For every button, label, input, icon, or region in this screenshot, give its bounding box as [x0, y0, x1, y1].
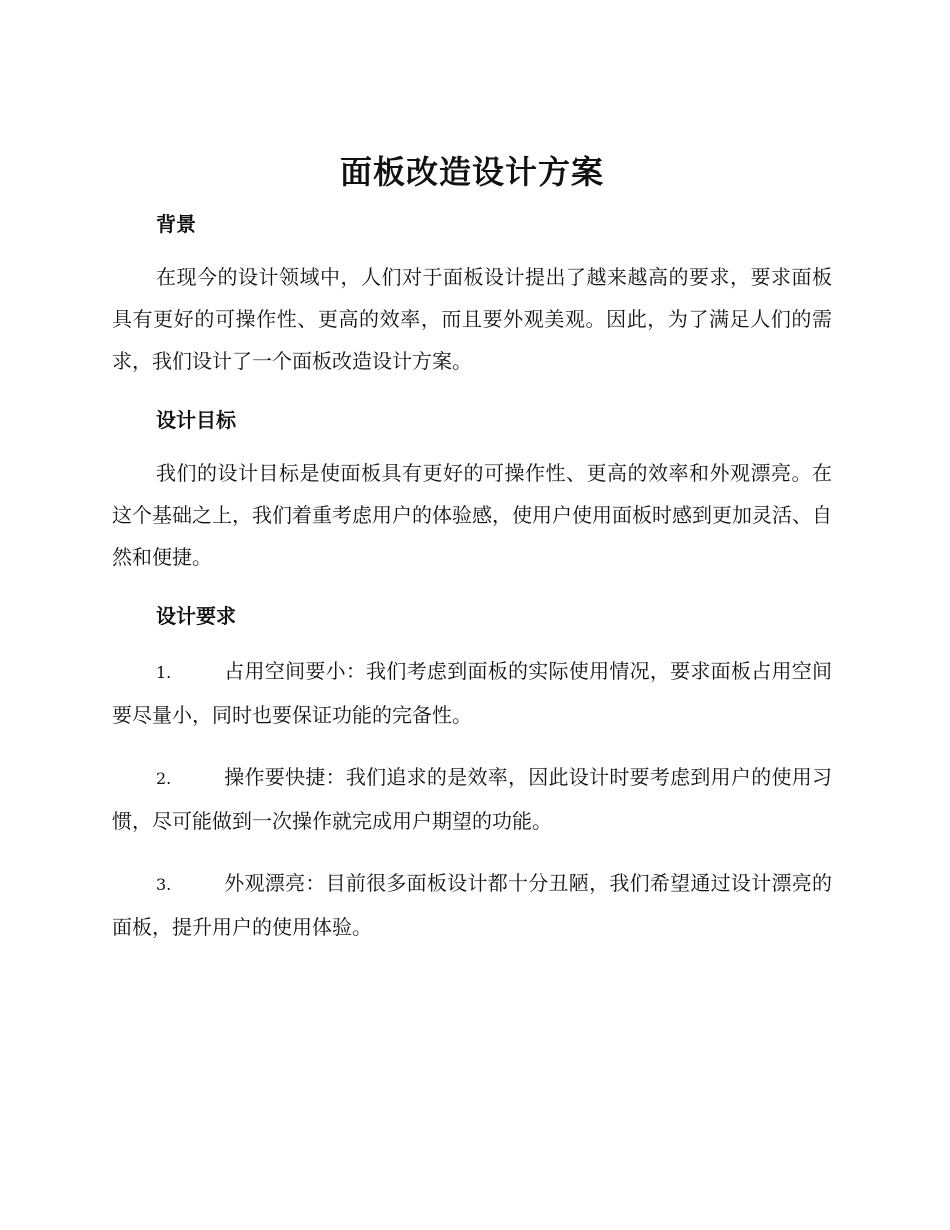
list-item-text: 操作要快捷：我们追求的是效率，因此设计时要考虑到用户的使用习惯，尽可能做到一次操作就完成用户期望的功能。 [112, 765, 832, 833]
section-design-requirements [112, 602, 832, 948]
section-design-goals [112, 406, 832, 578]
list-item-number: 2. [156, 769, 172, 788]
list-item [112, 650, 832, 736]
list-item-number: 1. [156, 663, 172, 682]
section-background [112, 210, 832, 382]
document-title: 面板改造设计方案 [339, 153, 604, 191]
list-item-text: 外观漂亮：目前很多面板设计都十分丑陋，我们希望通过设计漂亮的面板，提升用户的使用体验。 [112, 871, 832, 939]
section-heading: 背景 [156, 212, 196, 236]
list-item-text: 占用空间要小：我们考虑到面板的实际使用情况，要求面板占用空间要尽量小，同时也要保证功能的完备性。 [112, 659, 832, 727]
section-heading: 设计目标 [156, 408, 236, 432]
section-heading: 设计要求 [156, 604, 236, 628]
list-item-number: 3. [156, 875, 172, 894]
list-item [112, 756, 832, 842]
section-paragraph: 我们的设计目标是使面板具有更好的可操作性、更高的效率和外观漂亮。在这个基础之上，我们着重考虑用户的体验感，使用户使用面板时感到更加灵活、自然和便捷。 [112, 461, 832, 569]
section-paragraph: 在现今的设计领域中，人们对于面板设计提出了越来越高的要求，要求面板具有更好的可操作性、更高的效率，而且要外观美观。因此，为了满足人们的需求，我们设计了一个面板改造设计方案。 [112, 265, 832, 373]
document-content [112, 150, 832, 948]
list-item [112, 862, 832, 948]
